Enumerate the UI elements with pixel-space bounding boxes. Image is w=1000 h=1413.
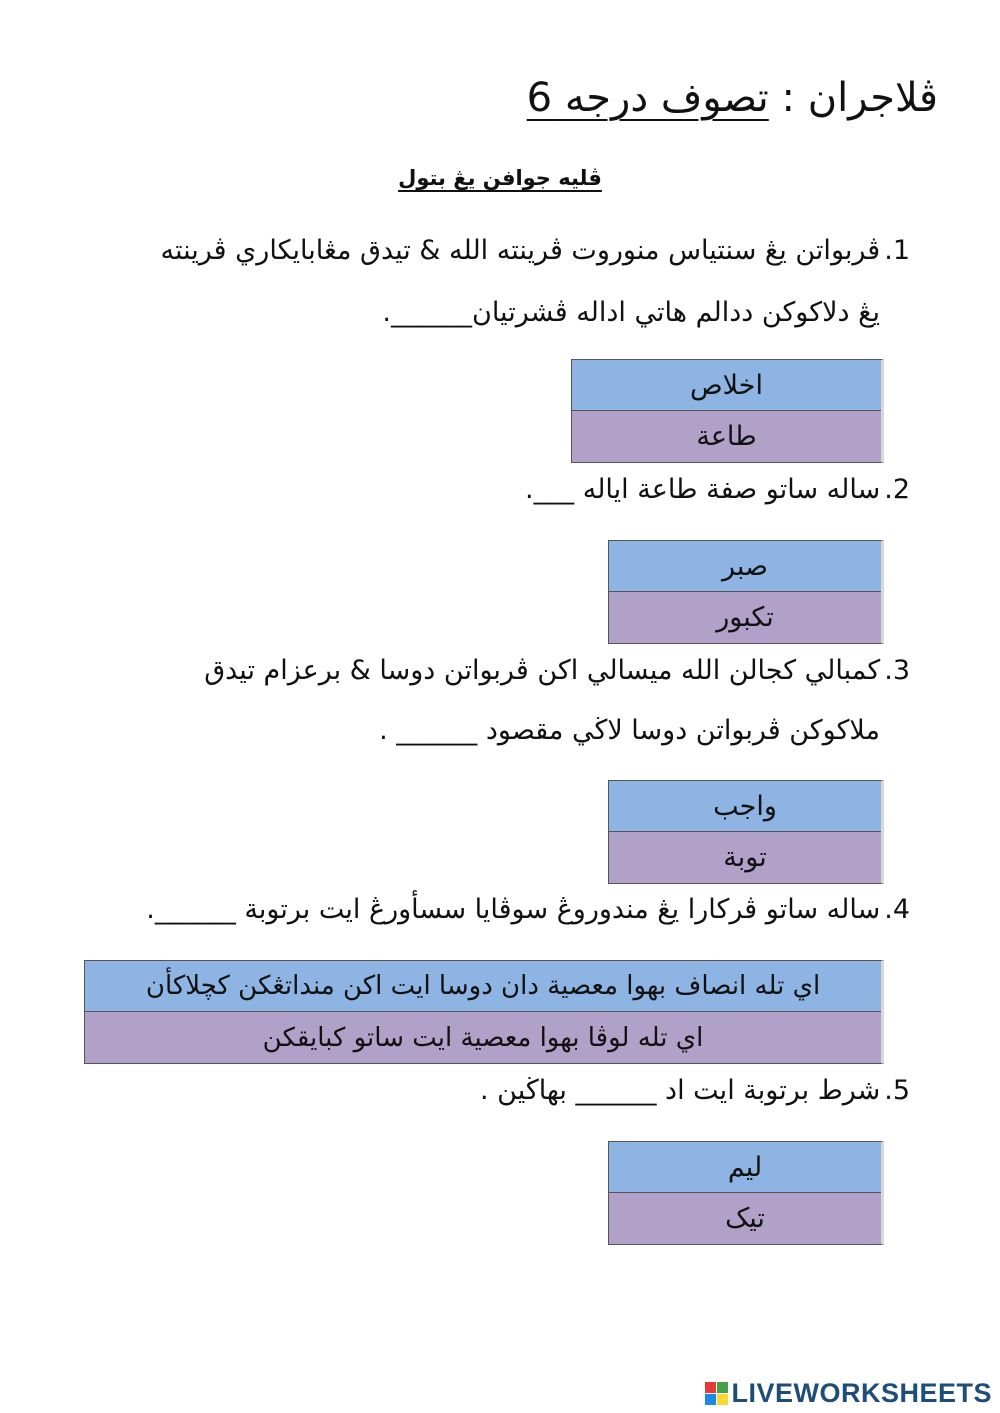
question-2-option-a[interactable]: صبر	[609, 541, 881, 592]
question-4-text: ساله ساتو ڤركارا يڠ مندوروڠ سوڤايا سسأورڠ ايت برتوبة ______.	[146, 894, 881, 925]
logo-square-red	[705, 1382, 716, 1393]
question-4-options	[84, 960, 884, 1064]
question-5	[480, 1062, 910, 1120]
question-3-option-b[interactable]: توبة	[609, 832, 881, 883]
question-4-number: 4.	[884, 894, 910, 925]
instruction-text: ڤليه جوافن يڠ بتول	[398, 166, 602, 190]
question-5-option-b[interactable]: تيک	[609, 1193, 881, 1244]
question-5-number: 5.	[884, 1075, 910, 1106]
logo-square-blue	[705, 1394, 716, 1405]
question-1-options	[571, 359, 884, 463]
question-5-text: شرط برتوبة ايت اد ______ بهاڬين .	[479, 1075, 881, 1106]
question-2-option-b[interactable]: تكبور	[609, 592, 881, 643]
question-1	[161, 222, 911, 280]
question-1-option-b[interactable]: طاعة	[572, 411, 881, 462]
liveworksheets-logo	[705, 1378, 992, 1409]
question-3-number: 3.	[884, 655, 910, 686]
question-2	[525, 461, 910, 519]
logo-square-yellow	[717, 1394, 728, 1405]
question-2-options	[608, 540, 884, 644]
question-3-text: كمبالي كجالن الله ميسالي اكن ڤربواتن دوسا & برعزام تيدق	[204, 655, 881, 686]
question-2-number: 2.	[884, 474, 910, 505]
question-5-option-a[interactable]: ليم	[609, 1142, 881, 1193]
question-3-line2: ملاكوكن ڤربواتن دوسا لاڬي مقصود ______ .	[379, 715, 880, 746]
question-3-options	[608, 780, 884, 884]
worksheet-title	[527, 70, 938, 126]
question-3	[204, 642, 910, 700]
question-4-option-a[interactable]: اي تله انصاف بهوا معصية دان دوسا ايت اكن منداتڠكن كچلاكأن	[85, 961, 881, 1012]
logo-text: LIVEWORKSHEETS	[731, 1378, 992, 1408]
question-1-text: ڤربواتن يڠ سنتياس منوروت ڤرينته الله & تيدق مڠابايکاري ڤرينته	[160, 235, 881, 266]
question-3-option-a[interactable]: واجب	[609, 781, 881, 832]
title-prefix: ڤلاجران :	[768, 75, 938, 121]
question-4-option-b[interactable]: اي تله لوڤا بهوا معصية ايت ساتو كبايقكن	[85, 1012, 881, 1063]
question-1-line2: يڠ دلاكوكن ددالم هاتي اداله ڤشرتيان______.	[382, 297, 880, 328]
question-2-text: ساله ساتو صفة طاعة اياله ___.	[525, 474, 881, 505]
instruction	[0, 166, 1000, 190]
title-main: تصوف درجه 6	[526, 75, 769, 121]
question-4	[146, 881, 910, 939]
question-5-options	[608, 1141, 884, 1245]
logo-square-green	[717, 1382, 728, 1393]
liveworksheets-mark-icon	[705, 1382, 728, 1405]
question-1-option-a[interactable]: اخلاص	[572, 360, 881, 411]
question-1-number: 1.	[884, 235, 910, 266]
